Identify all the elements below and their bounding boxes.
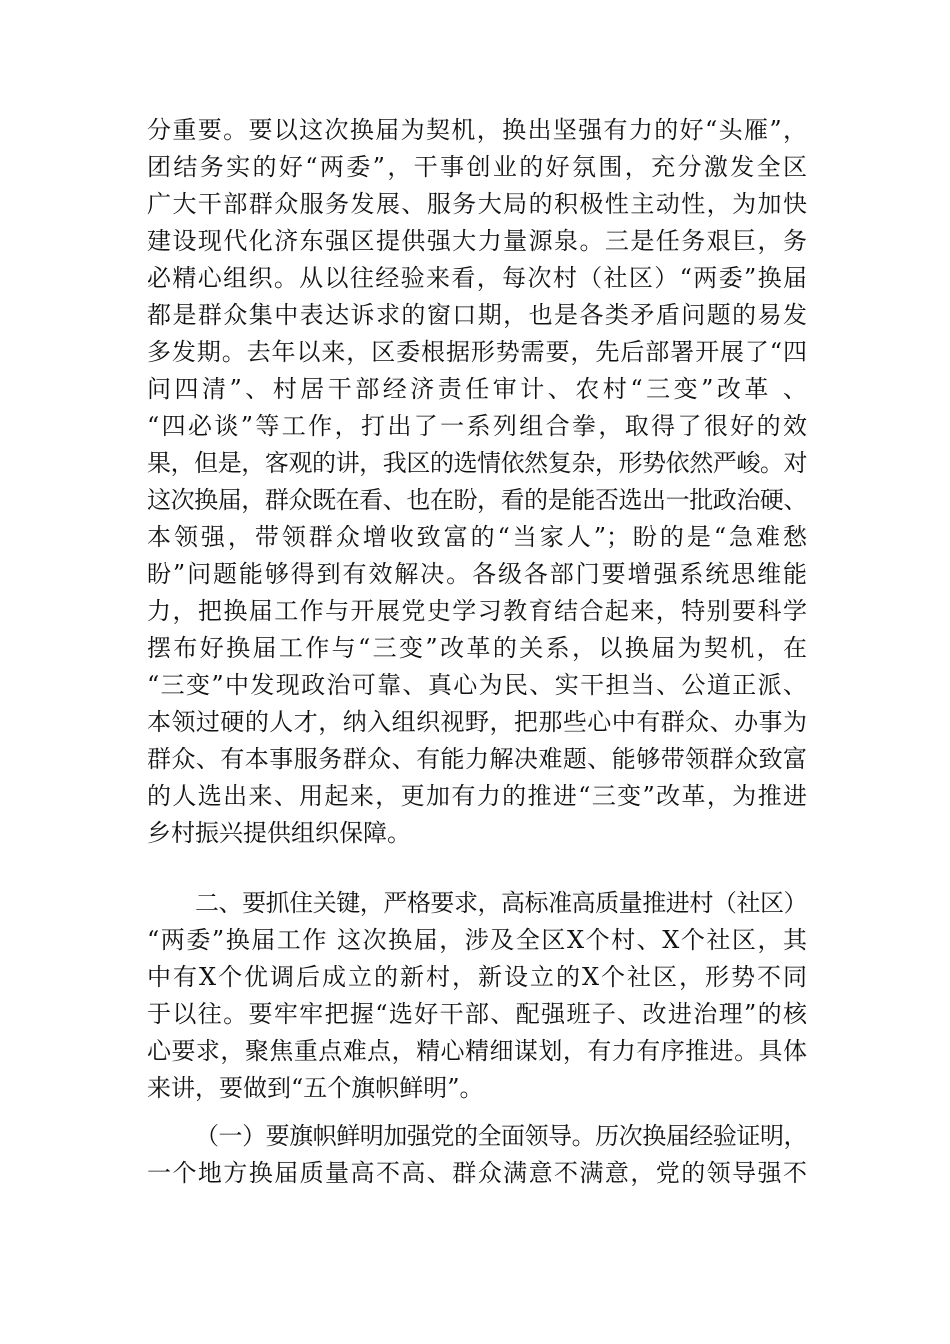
text-line: 群众、有本事服务群众、有能力解决难题、能够带领群众致富 — [147, 745, 807, 773]
text-line: 乡村振兴提供组织保障。 — [147, 819, 411, 847]
paragraph-continuation — [147, 112, 807, 852]
text-line: 这次换届，群众既在看、也在盼，看的是能否选出一批政治硬、 — [147, 486, 807, 514]
text-line: “两委”换届工作 这次换届，涉及全区X个村、X个社区，其 — [147, 926, 807, 954]
text-line: 多发期。去年以来，区委根据形势需要，先后部署开展了“四 — [147, 338, 807, 366]
text-line: 本领过硬的人才，纳入组织视野，把那些心中有群众、办事为 — [147, 708, 807, 736]
text-line: 于以往。要牢牢把握“选好干部、配强班子、改进治理”的核 — [147, 1000, 807, 1028]
text-line: “三变”中发现政治可靠、真心为民、实干担当、公道正派、 — [147, 671, 807, 699]
text-line: 摆布好换届工作与“三变”改革的关系，以换届为契机，在 — [147, 634, 807, 662]
text-line: 本领强，带领群众增收致富的“当家人”；盼的是“急难愁 — [147, 523, 807, 551]
text-line: 问四清”、村居干部经济责任审计、农村“三变”改革 、 — [147, 375, 807, 403]
text-line: 果，但是，客观的讲，我区的选情依然复杂，形势依然严峻。对 — [147, 449, 807, 477]
text-line: 分重要。要以这次换届为契机，换出坚强有力的好“头雁”， — [147, 116, 807, 144]
subsection-heading-line: （一）要旗帜鲜明加强党的全面领导。历次换届经验证明， — [195, 1122, 807, 1150]
text-line: “四必谈”等工作，打出了一系列组合拳，取得了很好的效 — [147, 412, 807, 440]
section-heading-line: 二、要抓住关键，严格要求，高标准高质量推进村（社区） — [195, 889, 807, 917]
text-line: 力，把换届工作与开展党史学习教育结合起来，特别要科学 — [147, 597, 807, 625]
text-line: 必精心组织。从以往经验来看，每次村（社区）“两委”换届 — [147, 264, 807, 292]
text-line: 盼”问题能够得到有效解决。各级各部门要增强系统思维能 — [147, 560, 807, 588]
text-line: 团结务实的好“两委”，干事创业的好氛围，充分激发全区 — [147, 153, 807, 181]
text-line: 广大干部群众服务发展、服务大局的积极性主动性，为加快 — [147, 190, 807, 218]
text-line: 中有X个优调后成立的新村，新设立的X个社区，形势不同 — [147, 963, 807, 991]
text-line: 的人选出来、用起来，更加有力的推进“三变”改革，为推进 — [147, 782, 807, 810]
text-line: 来讲，要做到“五个旗帜鲜明”。 — [147, 1074, 484, 1102]
text-line: 心要求，聚焦重点难点，精心精细谋划，有力有序推进。具体 — [147, 1037, 807, 1065]
subsection-paragraph — [147, 1118, 807, 1192]
text-line: 都是群众集中表达诉求的窗口期，也是各类矛盾问题的易发 — [147, 301, 807, 329]
section-heading-paragraph — [147, 885, 807, 1107]
text-line: 建设现代化济东强区提供强大力量源泉。三是任务艰巨，务 — [147, 227, 807, 255]
text-line: 一个地方换届质量高不高、群众满意不满意，党的领导强不 — [147, 1159, 807, 1187]
